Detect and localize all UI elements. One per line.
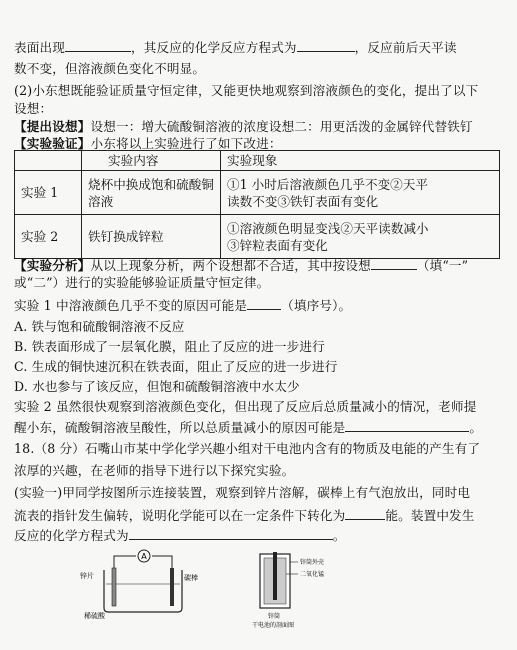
answer-blank[interactable] [129, 526, 333, 540]
text-segment: ，其反应的化学反应方程式为 [130, 40, 297, 55]
header-text: 实验内容 [108, 153, 159, 168]
analysis-line-4: 实验 2 虽然很快观察到溶液颜色变化，但出现了反应后总质量减小的情况，老师提 [14, 399, 477, 414]
answer-blank[interactable] [345, 418, 469, 432]
cell-line: 溶液 [88, 193, 114, 209]
table-row [15, 215, 500, 259]
analysis-line-2: 或“二”）进行的实验能够验证质量守恒定律。 [14, 275, 270, 290]
cell-line: 读数不变③铁钉表面有变化 [227, 193, 379, 209]
cell-line: ③锌粒表面有变化 [227, 237, 328, 253]
row-content [82, 171, 221, 215]
option-b: B. 铁表面形成了一层氧化膜，阻止了反应的进一步进行 [14, 339, 325, 354]
table-header-row [15, 151, 500, 171]
part-label: 锌筒 [268, 613, 281, 620]
text-segment: 实验 1 中溶液颜色几乎不变的原因可能是 [14, 298, 248, 313]
option-d: D. 水也参与了该反应，但饱和硫酸铜溶液中水太少 [14, 379, 300, 394]
option-a: A. 铁与饱和硫酸铜溶液不反应 [14, 319, 185, 334]
question-18-line-2: 浓厚的兴趣，在老师的指导下进行以下探究实验。 [14, 463, 295, 478]
text-segment: 小东将以上实验进行了如下改进： [90, 136, 282, 151]
analysis-line-5 [14, 418, 507, 436]
text-segment: 表面出现 [14, 40, 65, 55]
table-header-cell [15, 151, 82, 171]
analysis-line-3 [14, 296, 507, 314]
row-name: 实验 2 [15, 215, 82, 259]
galvanic-cell-figure [80, 548, 200, 620]
text-segment: 。 [332, 528, 346, 543]
part-label: 锌筒外壳 [300, 559, 325, 566]
text-segment: 流表的指针发生偏转，说明化学能可以在一定条件下转化为 [14, 508, 346, 523]
text-line-4: 设想： [14, 101, 53, 116]
wire [152, 556, 172, 570]
row-result [221, 171, 500, 215]
text-segment: （填“一” [416, 258, 469, 273]
text-segment: 醒小东，硫酸铜溶液呈酸性，所以总质量减小的原因可能是 [14, 420, 346, 435]
hypothesis-line [14, 118, 507, 135]
figure-caption: 干电池的剖面图 [252, 622, 295, 629]
dry-cell-figure [246, 550, 366, 630]
carbon-rod [170, 568, 174, 606]
carbon-label: 碳棒 [184, 574, 198, 582]
text-segment: 反应的化学方程式为 [14, 528, 129, 543]
table-row [15, 171, 500, 215]
answer-blank[interactable] [247, 296, 281, 310]
wire [114, 556, 136, 570]
section-label: 【实验验证】 [14, 136, 91, 151]
text-segment: 设想一：增大硫酸铜溶液的浓度设想二：用更活泼的金属锌代替铁钉 [90, 119, 473, 134]
zinc-label: 锌片 [80, 572, 94, 580]
part-label: 二氧化锰 [300, 571, 325, 578]
text-segment: 从以上现象分析，两个设想都不合适，其中按设想 [90, 258, 371, 273]
section-label: 【提出设想】 [14, 119, 91, 134]
question-number: 18.（8 分） [14, 441, 86, 456]
option-c: C. 生成的铜快速沉积在铁表面，阻止了反应的进一步进行 [14, 359, 338, 374]
zinc-plate [112, 568, 116, 606]
question-18-line-4 [14, 506, 507, 524]
cell-line: 烧杯中换成饱和硫酸铜 [88, 176, 214, 192]
text-segment: 。 [469, 420, 483, 435]
section-label: 【实验分析】 [14, 258, 91, 273]
analysis-line-1 [14, 256, 507, 274]
text-line-3: (2)小东想既能验证质量守恒定律，又能更快地观察到溶液颜色的变化，提出了以下 [14, 83, 479, 98]
answer-blank[interactable] [345, 506, 385, 520]
acid-label: 稀硫酸 [84, 612, 105, 620]
text-segment: 石嘴山市某中学化学兴趣小组对干电池内含有的物质及电能的产生有了 [85, 441, 481, 456]
question-18-line-5 [14, 526, 507, 544]
carbon-rod [273, 552, 277, 600]
text-line-1 [14, 38, 507, 56]
answer-blank[interactable] [65, 38, 131, 52]
text-line-2: 数不变，但溶液颜色变化不明显。 [14, 61, 206, 76]
row-content: 铁钉换成锌粒 [82, 215, 221, 259]
text-segment: 能。装置中发生 [385, 508, 475, 523]
text-segment: ，反应前后天平读 [354, 40, 457, 55]
table-header-cell [82, 151, 221, 171]
cell-line: ①溶液颜色明显变浅②天平读数减小 [227, 220, 429, 236]
question-18-line-1 [14, 440, 507, 457]
cell-line: ①1 小时后溶液颜色几乎不变②天平 [227, 176, 428, 192]
question-18-line-3: (实验一)甲同学按图所示连接装置，观察到锌片溶解，碳棒上有气泡放出，同时电 [14, 485, 471, 500]
experiment-table [14, 150, 500, 259]
row-name: 实验 1 [15, 171, 82, 215]
table-header-cell: 实验现象 [221, 151, 500, 171]
text-segment: （填序号）。 [281, 298, 352, 313]
ammeter-label: A [141, 552, 147, 561]
row-result [221, 215, 500, 259]
answer-blank[interactable] [371, 256, 417, 270]
answer-blank[interactable] [297, 38, 355, 52]
